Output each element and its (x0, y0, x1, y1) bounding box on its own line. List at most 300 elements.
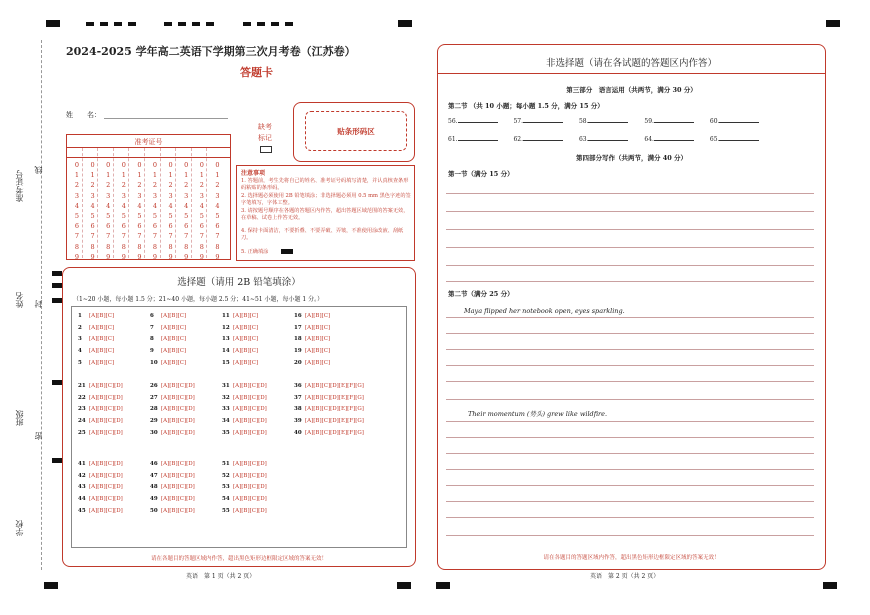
exam-id-digit[interactable]: 1 (199, 171, 204, 180)
blanks-row-1[interactable] (448, 118, 773, 125)
mc-question-row[interactable] (294, 336, 330, 342)
answer-options[interactable]: [A][B][C][D] (161, 484, 195, 491)
question-number: 12 (222, 324, 230, 331)
mc-question-row[interactable] (150, 484, 195, 490)
exam-id-digit[interactable]: 0 (90, 161, 95, 169)
mc-question-row[interactable] (222, 383, 267, 389)
exam-id-digit[interactable]: 5 (137, 212, 142, 221)
writing-line[interactable] (446, 437, 814, 438)
question-number: 44 (78, 496, 86, 503)
exam-id-digit[interactable]: 3 (168, 191, 173, 200)
mc-question-row[interactable] (222, 484, 267, 490)
mc-question-row[interactable] (150, 313, 186, 319)
registration-mark (86, 22, 94, 26)
answer-options[interactable]: [A][B][C][D] (89, 507, 123, 514)
answer-options[interactable]: [A][B][C][D] (161, 418, 195, 425)
exam-id-digit[interactable]: 3 (74, 191, 80, 200)
name-field[interactable] (104, 118, 228, 119)
exam-id-digit[interactable]: 7 (184, 232, 189, 241)
mc-question-row[interactable] (78, 430, 123, 436)
note-4: 4. 保持卡面清洁，不要折叠、不要弄破、弄皱，不准使用涂改液、刮纸刀。 (241, 228, 404, 241)
exam-id-digit[interactable]: 3 (184, 191, 189, 200)
side-label-school: 学校 (15, 520, 24, 536)
answer-options[interactable]: [A][B][C] (89, 336, 115, 343)
mc-question-row[interactable] (222, 406, 267, 412)
mc-question-row[interactable] (222, 496, 267, 502)
exam-id-digit[interactable]: 8 (121, 242, 126, 251)
answer-options[interactable]: [A][B][C][D] (89, 472, 123, 479)
mc-question-row[interactable] (294, 325, 330, 331)
mc-question-row[interactable] (222, 313, 258, 319)
answer-options[interactable]: [A][B][C] (305, 313, 331, 319)
mc-question-row[interactable] (222, 348, 258, 354)
exam-id-digit[interactable]: 9 (184, 252, 189, 261)
exam-id-digit[interactable]: 8 (152, 242, 158, 251)
question-number: 22 (78, 394, 86, 401)
exam-id-digit[interactable]: 4 (106, 201, 111, 210)
mc-question-row[interactable] (294, 348, 330, 354)
exam-id-digit[interactable]: 9 (106, 252, 111, 261)
registration-mark (52, 298, 62, 303)
writing-line[interactable] (446, 281, 814, 282)
answer-options[interactable]: [A][B][C] (233, 336, 259, 343)
exam-id-digit[interactable]: 1 (106, 171, 111, 180)
mc-question-row[interactable] (78, 336, 114, 342)
answer-options[interactable]: [A][B][C][D] (233, 507, 267, 514)
blanks-row-2[interactable] (448, 136, 773, 143)
writing-line[interactable] (446, 469, 814, 470)
mc-grid[interactable] (71, 306, 407, 548)
mc-question-row[interactable] (294, 395, 364, 401)
registration-mark (243, 22, 251, 26)
answer-options[interactable]: [A][B][C] (89, 324, 115, 331)
exam-id-digit[interactable]: 2 (215, 181, 220, 190)
answer-options[interactable]: [A][B][C][D] (89, 429, 123, 436)
answer-options[interactable]: [A][B][C][D] (161, 406, 195, 413)
exam-id-digit[interactable]: 0 (152, 161, 158, 169)
question-number: 4 (78, 348, 82, 355)
exam-id-digit[interactable]: 8 (90, 242, 95, 251)
mc-question-row[interactable] (78, 461, 123, 467)
exam-id-digit[interactable]: 9 (199, 252, 204, 261)
exam-id-digit[interactable]: 1 (152, 171, 158, 180)
exam-id-digit[interactable]: 2 (121, 181, 126, 190)
missing-checkbox[interactable] (260, 146, 272, 153)
exam-id-digit[interactable]: 8 (215, 242, 220, 251)
writing-line[interactable] (446, 485, 814, 486)
exam-id-digit[interactable]: 4 (121, 201, 126, 210)
note-3: 3. 请按题号顺序在各题的答题区内作答，超出答题区域范围的答案无效，在草稿、试卷上作答无效。 (241, 208, 409, 221)
exam-id-digit[interactable]: 6 (152, 222, 158, 231)
exam-id-digit[interactable]: 9 (74, 252, 80, 261)
answer-options[interactable]: [A][B][C][D] (233, 418, 267, 425)
answer-options[interactable]: [A][B][C][D][E][F][G] (305, 429, 364, 436)
exam-id-digit[interactable]: 5 (90, 212, 95, 221)
exam-id-digit[interactable]: 6 (215, 222, 220, 231)
question-number: 29 (150, 418, 158, 425)
answer-options[interactable]: [A][B][C] (233, 313, 259, 319)
blank-58: 58. (578, 118, 589, 125)
answer-options[interactable]: [A][B][C] (305, 324, 331, 331)
exam-id-column-divider (206, 148, 207, 258)
exam-id-digit[interactable]: 6 (199, 222, 204, 231)
exam-id-digit[interactable]: 3 (199, 191, 204, 200)
exam-id-digit[interactable]: 1 (215, 171, 220, 180)
mc-question-row[interactable] (222, 395, 267, 401)
exam-id-digit[interactable]: 1 (74, 171, 80, 180)
exam-id-digit[interactable]: 5 (106, 212, 111, 221)
writing-line[interactable] (446, 535, 814, 536)
answer-options[interactable]: [A][B][C][D] (233, 496, 267, 503)
exam-id-digit-column[interactable] (167, 160, 175, 262)
answer-options[interactable]: [A][B][C][D] (89, 406, 123, 413)
exam-id-digit[interactable]: 0 (137, 161, 142, 169)
exam-id-digit[interactable]: 6 (106, 222, 111, 231)
writing-line[interactable] (446, 211, 814, 212)
question-number: 16 (294, 313, 302, 319)
mc-question-row[interactable] (78, 406, 123, 412)
mc-question-row[interactable] (222, 461, 267, 467)
exam-id-digit[interactable]: 4 (137, 201, 142, 210)
exam-id-digit[interactable]: 5 (121, 212, 126, 221)
mc-question-row[interactable] (78, 313, 114, 319)
exam-id-digit[interactable]: 1 (168, 171, 173, 180)
answer-options[interactable]: [A][B][C][D] (161, 394, 195, 401)
side-label-name: 姓名 (15, 292, 24, 308)
exam-id-digit[interactable]: 0 (215, 161, 220, 169)
exam-id-digit[interactable]: 0 (199, 161, 204, 169)
name-label: 姓 名： (66, 111, 101, 119)
mc-question-row[interactable] (222, 508, 267, 514)
exam-id-digit[interactable]: 4 (74, 201, 80, 210)
exam-id-digit[interactable]: 6 (74, 222, 80, 231)
mc-question-row[interactable] (150, 473, 195, 479)
answer-options[interactable]: [A][B][C][D] (161, 461, 195, 467)
exam-id-digit[interactable]: 9 (121, 252, 126, 261)
exam-id-digit[interactable]: 2 (137, 181, 142, 190)
mc-question-row[interactable] (78, 418, 123, 424)
exam-id-digit[interactable]: 7 (121, 232, 126, 241)
answer-options[interactable]: [A][B][C] (305, 336, 331, 343)
writing2-heading: 第二节（满分 25 分） (448, 290, 514, 298)
writing-line[interactable] (446, 317, 814, 318)
exam-id-digit[interactable]: 8 (74, 242, 80, 251)
answer-options[interactable]: [A][B][C] (161, 313, 187, 319)
answer-options[interactable]: [A][B][C] (161, 359, 187, 366)
answer-options[interactable]: [A][B][C][D] (233, 461, 267, 467)
writing-line[interactable] (446, 365, 814, 366)
question-number: 34 (222, 418, 230, 425)
answer-options[interactable]: [A][B][C][D] (233, 429, 267, 436)
mc-question-row[interactable] (150, 406, 195, 412)
mc-question-row[interactable] (294, 383, 364, 389)
writing-line[interactable] (446, 399, 814, 400)
exam-id-digit-column[interactable] (198, 160, 206, 262)
answer-options[interactable]: [A][B][C][D] (89, 394, 123, 401)
answer-options[interactable]: [A][B][C] (161, 336, 187, 343)
registration-mark (285, 22, 293, 26)
answer-options[interactable]: [A][B][C][D] (233, 472, 267, 479)
exam-id-digit[interactable]: 4 (184, 201, 189, 210)
writing-line[interactable] (446, 265, 814, 266)
exam-id-digit-column[interactable] (89, 160, 97, 262)
exam-id-column-divider (113, 148, 114, 258)
registration-mark (398, 20, 412, 27)
exam-id-digit[interactable]: 2 (74, 181, 80, 190)
answer-options[interactable]: [A][B][C][D] (233, 484, 267, 491)
question-number: 13 (222, 336, 230, 343)
part4-heading: 第四部分写作（共两节，满分 40 分） (575, 154, 688, 162)
answer-options[interactable]: [A][B][C] (305, 359, 331, 366)
mc-question-row[interactable] (150, 336, 186, 342)
answer-options[interactable]: [A][B][C][D] (89, 383, 123, 389)
exam-id-digit[interactable]: 3 (106, 191, 111, 200)
mc-question-row[interactable] (78, 473, 123, 479)
question-number: 31 (222, 383, 230, 389)
answer-options[interactable]: [A][B][C] (161, 324, 187, 331)
exam-id-digit[interactable]: 4 (215, 201, 220, 210)
exam-id-digit[interactable]: 5 (74, 212, 80, 221)
mc-question-row[interactable] (78, 348, 114, 354)
exam-id-digit[interactable]: 7 (215, 232, 220, 241)
exam-id-digit[interactable]: 7 (199, 232, 204, 241)
exam-id-digit[interactable]: 0 (121, 161, 126, 169)
exam-id-digit[interactable]: 8 (184, 242, 189, 251)
side-label-secret: 密 (34, 432, 43, 440)
answer-options[interactable]: [A][B][C] (89, 348, 115, 355)
question-number: 33 (222, 406, 230, 413)
question-number: 18 (294, 336, 302, 343)
exam-id-digit[interactable]: 8 (199, 242, 204, 251)
mc-question-row[interactable] (150, 325, 186, 331)
mc-question-row[interactable] (222, 473, 267, 479)
exam-id-digit[interactable]: 2 (199, 181, 204, 190)
side-label-line: 线 (34, 166, 43, 174)
answer-options[interactable]: [A][B][C][D] (233, 406, 267, 413)
mc-question-row[interactable] (294, 360, 330, 366)
mc-question-row[interactable] (222, 430, 267, 436)
exam-id-digit[interactable]: 0 (106, 161, 111, 169)
answer-options[interactable]: [A][B][C] (89, 359, 115, 366)
answer-options[interactable]: [A][B][C][D] (233, 394, 267, 401)
answer-options[interactable]: [A][B][C] (89, 313, 115, 319)
exam-id-digit-column[interactable] (104, 160, 112, 262)
exam-id-digit[interactable]: 4 (199, 201, 204, 210)
exam-id-digit[interactable]: 9 (137, 252, 142, 261)
mc-question-row[interactable] (222, 325, 258, 331)
question-number: 1 (78, 313, 82, 319)
writing-line[interactable] (446, 381, 814, 382)
mc-question-row[interactable] (294, 313, 330, 319)
question-number: 45 (78, 507, 86, 514)
exam-id-digit[interactable]: 7 (90, 232, 95, 241)
answer-options[interactable]: [A][B][C] (233, 359, 259, 366)
mc-question-row[interactable] (78, 484, 123, 490)
mc-question-row[interactable] (150, 360, 186, 366)
question-number: 23 (78, 406, 86, 413)
exam-id-digit[interactable]: 7 (74, 232, 80, 241)
blank-61: 61. (448, 136, 458, 143)
answer-options[interactable]: [A][B][C] (233, 324, 259, 331)
question-number: 51 (222, 461, 230, 467)
exam-id-digit[interactable]: 6 (184, 222, 189, 231)
mc-question-row[interactable] (294, 406, 364, 412)
mc-question-row[interactable] (78, 325, 114, 331)
exam-id-digit[interactable]: 1 (121, 171, 126, 180)
mc-question-row[interactable] (78, 508, 123, 514)
exam-id-digit[interactable]: 3 (152, 191, 158, 200)
exam-id-digit-column[interactable] (135, 160, 143, 262)
exam-id-digit[interactable]: 9 (90, 252, 95, 261)
exam-id-digit[interactable]: 7 (168, 232, 173, 241)
exam-id-digit[interactable]: 9 (168, 252, 173, 261)
exam-id-digit[interactable]: 1 (90, 171, 95, 180)
writing-line[interactable] (446, 421, 814, 422)
exam-id-digit[interactable]: 6 (168, 222, 173, 231)
exam-id-digit[interactable]: 5 (215, 212, 220, 221)
question-number: 26 (150, 383, 158, 389)
exam-id-digit[interactable]: 1 (184, 171, 189, 180)
exam-id-digit[interactable]: 9 (152, 252, 158, 261)
exam-id-digit-column[interactable] (182, 160, 190, 262)
mc-question-row[interactable] (150, 395, 195, 401)
exam-id-digit[interactable]: 2 (106, 181, 111, 190)
section2-heading: 第二节 （共 10 小题；每小题 1.5 分，满分 15 分） (448, 102, 604, 110)
exam-id-digit[interactable]: 4 (168, 201, 173, 210)
exam-id-digit[interactable]: 6 (121, 222, 126, 231)
exam-id-digit[interactable]: 6 (137, 222, 142, 231)
exam-id-digit[interactable]: 5 (184, 212, 189, 221)
answer-options[interactable]: [A][B][C][D][E][F][G] (305, 394, 364, 401)
footer-warning-2: 请在各题目的答题区域内作答，超出黑色矩形边框限定区域的答案无效！ (543, 555, 720, 561)
writing-line[interactable] (446, 453, 814, 454)
writing-line[interactable] (446, 229, 814, 230)
answer-options[interactable]: [A][B][C] (233, 348, 259, 355)
blank-56: 56. (448, 118, 458, 125)
question-number: 5 (78, 359, 82, 366)
exam-id-digit[interactable]: 5 (168, 212, 173, 221)
exam-id-digit-column[interactable] (120, 160, 128, 262)
blank-59: 59. (644, 118, 654, 125)
question-number: 14 (222, 348, 230, 355)
exam-id-digit[interactable]: 3 (137, 191, 142, 200)
exam-id-digit[interactable]: 9 (215, 252, 220, 261)
answer-options[interactable]: [A][B][C][D] (89, 496, 123, 503)
exam-id-digit[interactable]: 3 (121, 191, 126, 200)
exam-id-digit-column[interactable] (73, 160, 81, 262)
exam-id-digit[interactable]: 2 (168, 181, 173, 190)
exam-id-digit[interactable]: 4 (90, 201, 95, 210)
mc-question-row[interactable] (222, 336, 258, 342)
page-number-1: 英语 第 1 页（共 2 页） (186, 573, 256, 580)
exam-id-digit[interactable]: 0 (74, 161, 80, 169)
exam-id-digit[interactable]: 0 (168, 161, 173, 169)
registration-mark (52, 271, 62, 276)
mc-question-row[interactable] (150, 383, 195, 389)
mc-question-row[interactable] (78, 360, 114, 366)
footer-warning-1: 请在各题目的答题区域内作答，超出黑色矩形边框限定区域的答案无效！ (150, 556, 327, 562)
answer-options[interactable]: [A][B][C] (161, 348, 187, 355)
writing-line[interactable] (446, 247, 814, 248)
exam-id-digit[interactable]: 8 (137, 242, 142, 251)
mc-question-row[interactable] (150, 430, 195, 436)
answer-options[interactable]: [A][B][C][D] (161, 383, 195, 389)
exam-id-digit[interactable]: 2 (184, 181, 189, 190)
answer-options[interactable]: [A][B][C][D][E][F][G] (305, 383, 364, 389)
exam-id-digit[interactable]: 1 (137, 171, 142, 180)
para1-start: Maya flipped her notebook open, eyes sparkling. (464, 307, 625, 315)
note-5: 5. 正确填涂 (241, 249, 269, 255)
exam-id-digit[interactable]: 4 (152, 201, 158, 210)
exam-id-digit[interactable]: 2 (90, 181, 95, 190)
exam-id-digit[interactable]: 6 (90, 222, 95, 231)
answer-options[interactable]: [A][B][C] (305, 348, 331, 355)
exam-id-digit[interactable]: 5 (152, 212, 158, 221)
question-number: 25 (78, 429, 86, 436)
mc-question-row[interactable] (150, 418, 195, 424)
mc-question-row[interactable] (78, 496, 123, 502)
answer-options[interactable]: [A][B][C][D] (161, 472, 195, 479)
exam-id-digit[interactable]: 7 (152, 232, 158, 241)
mc-question-row[interactable] (150, 348, 186, 354)
answer-options[interactable]: [A][B][C][D] (161, 507, 195, 514)
exam-id-digit[interactable]: 5 (199, 212, 204, 221)
exam-id-digit[interactable]: 2 (152, 181, 158, 190)
writing-line[interactable] (446, 333, 814, 334)
writing-line[interactable] (446, 517, 814, 518)
mc-question-row[interactable] (150, 461, 195, 467)
mc-question-row[interactable] (294, 418, 364, 424)
answer-options[interactable]: [A][B][C][D] (89, 418, 123, 425)
mc-question-row[interactable] (150, 508, 195, 514)
exam-id-digit[interactable]: 8 (106, 242, 111, 251)
exam-id-digit[interactable]: 7 (137, 232, 142, 241)
writing-line[interactable] (446, 501, 814, 502)
answer-options[interactable]: [A][B][C][D] (161, 429, 195, 436)
exam-id-column-divider (128, 148, 129, 258)
exam-id-grid[interactable] (66, 134, 231, 260)
answer-options[interactable]: [A][B][C][D] (161, 496, 195, 503)
exam-id-digit-column[interactable] (151, 160, 159, 262)
exam-id-column-divider (160, 148, 161, 258)
question-number: 11 (222, 313, 230, 319)
writing-line[interactable] (446, 349, 814, 350)
exam-id-digit-column[interactable] (213, 160, 221, 262)
writing-line[interactable] (446, 193, 814, 194)
question-number: 52 (222, 472, 230, 479)
mc-question-row[interactable] (222, 418, 267, 424)
exam-id-digit[interactable]: 0 (184, 161, 189, 169)
mc-question-row[interactable] (78, 395, 123, 401)
mc-question-row[interactable] (150, 496, 195, 502)
side-label-seal: 封 (34, 300, 43, 308)
mc-question-row[interactable] (78, 383, 123, 389)
exam-id-digit[interactable]: 3 (215, 191, 220, 200)
answer-options[interactable]: [A][B][C][D][E][F][G] (305, 418, 364, 425)
mc-question-row[interactable] (294, 430, 364, 436)
answer-options[interactable]: [A][B][C][D] (89, 461, 123, 467)
exam-id-digit[interactable]: 7 (106, 232, 111, 241)
registration-mark (52, 380, 62, 385)
exam-id-digit[interactable]: 3 (90, 191, 95, 200)
note-1: 1. 答题前，考生先将自己的姓名、准考证号码填写清楚，并认真核查条形码粘贴的条形码。 (241, 178, 409, 191)
answer-options[interactable]: [A][B][C][D] (233, 383, 267, 389)
mc-title: 选择题（请用 2B 铅笔填涂） (177, 277, 301, 288)
answer-options[interactable]: [A][B][C][D] (89, 484, 123, 491)
exam-id-digit[interactable]: 8 (168, 242, 173, 251)
mc-question-row[interactable] (222, 360, 258, 366)
answer-options[interactable]: [A][B][C][D][E][F][G] (305, 406, 364, 413)
